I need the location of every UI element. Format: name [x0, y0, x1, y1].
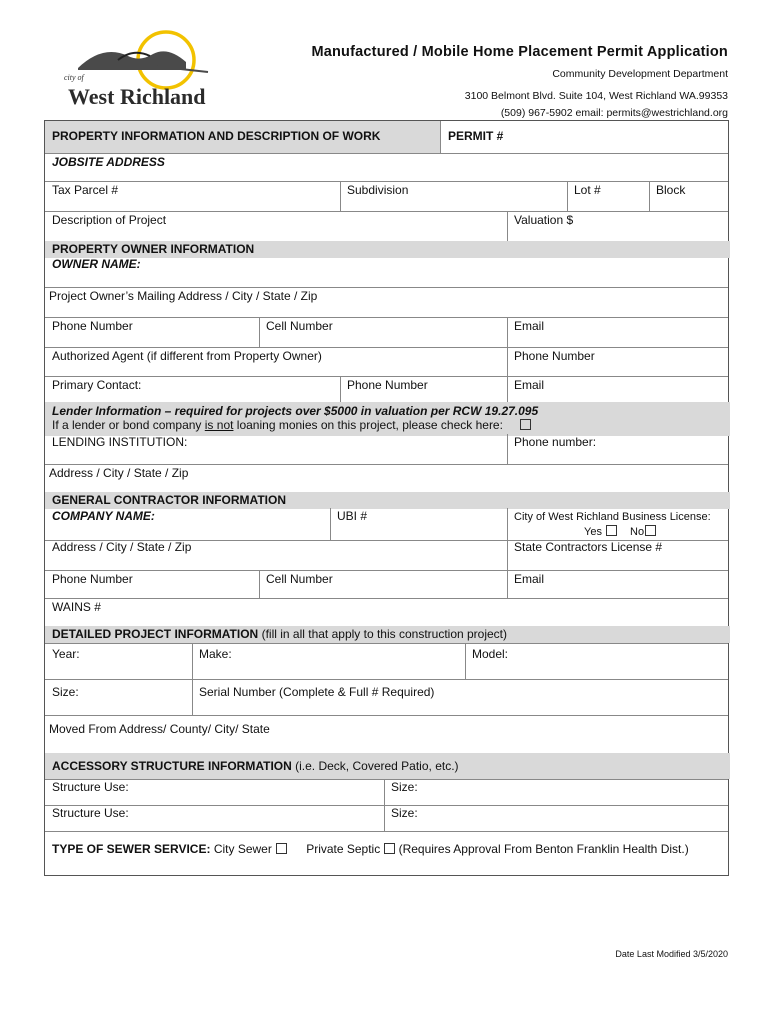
agent-field[interactable]: [45, 347, 507, 376]
lender-phone-label: Phone number:: [514, 435, 597, 449]
serial-number-field[interactable]: [192, 679, 730, 715]
date-last-modified: Date Last Modified 3/5/2020: [615, 949, 728, 959]
owner-phone-label: Phone Number: [52, 319, 133, 333]
sewer-service-label: TYPE OF SEWER SERVICE:: [52, 842, 211, 856]
lender-note-underline: is not: [204, 418, 234, 432]
property-section-title: PROPERTY INFORMATION AND DESCRIPTION OF WORK: [52, 129, 381, 143]
logo-name: West Richland: [68, 84, 206, 109]
description-label: Description of Project: [52, 213, 167, 227]
project-section-note: (fill in all that apply to this construction project): [258, 627, 508, 641]
license-no-label: No: [630, 526, 645, 538]
primary-phone-label: Phone Number: [347, 378, 428, 392]
lot-field[interactable]: [567, 181, 649, 211]
primary-phone-field[interactable]: [340, 376, 507, 402]
office-contact: (509) 967-5902 email: permits@westrichland.org: [500, 107, 728, 119]
permit-number-label: PERMIT #: [448, 129, 504, 143]
lender-note: [52, 418, 531, 432]
contractor-phone-label: Phone Number: [52, 572, 133, 586]
accessory-section-header: [45, 753, 730, 779]
model-label: Model:: [472, 647, 509, 661]
accessory-section-title: ACCESSORY STRUCTURE INFORMATION: [52, 759, 292, 773]
jobsite-address-field[interactable]: [45, 153, 730, 181]
moved-from-label: Moved From Address/ County/ City/ State: [49, 722, 270, 736]
office-address: 3100 Belmont Blvd. Suite 104, West Richland WA.99353: [464, 90, 728, 102]
owner-name-field[interactable]: [45, 257, 730, 287]
ubi-label: UBI #: [337, 509, 368, 523]
business-license-label: City of West Richland Business License:: [514, 511, 711, 523]
lender-note-pre: If a lender or bond company: [52, 418, 205, 432]
west-richland-logo: [58, 26, 218, 110]
model-field[interactable]: [465, 643, 730, 679]
contractor-address-label: Address / City / State / Zip: [52, 540, 192, 554]
private-septic-note: (Requires Approval From Benton Franklin Health Dist.): [395, 842, 689, 856]
year-field[interactable]: [45, 643, 192, 679]
owner-phone-field[interactable]: [45, 317, 259, 347]
project-section-title: DETAILED PROJECT INFORMATION: [52, 627, 259, 641]
agent-phone-field[interactable]: [507, 347, 730, 376]
lender-address-label: Address / City / State / Zip: [49, 466, 189, 480]
contractor-phone-field[interactable]: [45, 570, 259, 598]
structure-size-label-2: Size:: [391, 806, 418, 820]
structure-use-field-1[interactable]: [45, 779, 384, 805]
primary-contact-label: Primary Contact:: [52, 378, 142, 392]
contractor-cell-field[interactable]: [259, 570, 507, 598]
license-no-checkbox[interactable]: [645, 525, 656, 536]
owner-cell-label: Cell Number: [266, 319, 333, 333]
business-license-field: [507, 508, 730, 540]
structure-use-field-2[interactable]: [45, 805, 384, 831]
structure-size-label-1: Size:: [391, 780, 418, 794]
subdivision-label: Subdivision: [347, 183, 409, 197]
subdivision-field[interactable]: [340, 181, 567, 211]
wains-field[interactable]: [45, 598, 730, 626]
lending-institution-label: LENDING INSTITUTION:: [52, 435, 188, 449]
private-septic-checkbox[interactable]: [384, 843, 395, 854]
contractor-cell-label: Cell Number: [266, 572, 333, 586]
description-field[interactable]: [45, 211, 507, 241]
size-field[interactable]: [45, 679, 192, 715]
city-sewer-checkbox[interactable]: [276, 843, 287, 854]
lender-phone-field[interactable]: [507, 434, 730, 464]
license-yes-checkbox[interactable]: [606, 525, 617, 536]
structure-use-label-1: Structure Use:: [52, 780, 129, 794]
owner-section-header: [45, 241, 730, 258]
state-license-field[interactable]: [507, 540, 730, 570]
tax-parcel-field[interactable]: [45, 181, 340, 211]
contractor-address-field[interactable]: [45, 540, 507, 570]
agent-phone-label: Phone Number: [514, 349, 595, 363]
contractor-section-header: [45, 492, 730, 509]
private-septic-label: Private Septic: [306, 842, 381, 856]
owner-mailing-label: Project Owner’s Mailing Address / City / State / Zip: [49, 289, 318, 303]
contractor-email-field[interactable]: [507, 570, 730, 598]
company-name-label: COMPANY NAME:: [52, 509, 155, 523]
structure-use-label-2: Structure Use:: [52, 806, 129, 820]
license-yes-label: Yes: [584, 526, 602, 538]
owner-section-title: PROPERTY OWNER INFORMATION: [52, 242, 255, 256]
owner-email-field[interactable]: [507, 317, 730, 347]
make-field[interactable]: [192, 643, 465, 679]
lender-address-field[interactable]: [45, 464, 730, 492]
owner-cell-field[interactable]: [259, 317, 507, 347]
ubi-field[interactable]: [330, 508, 507, 540]
accessory-section-note: (i.e. Deck, Covered Patio, etc.): [291, 759, 459, 773]
project-section-header: [45, 626, 730, 643]
lending-institution-field[interactable]: [45, 434, 507, 464]
contractor-section-title: GENERAL CONTRACTOR INFORMATION: [52, 493, 286, 507]
jobsite-address-label: JOBSITE ADDRESS: [52, 155, 165, 169]
no-lender-checkbox[interactable]: [520, 419, 531, 430]
structure-size-field-2[interactable]: [384, 805, 730, 831]
valuation-field[interactable]: [507, 211, 730, 241]
owner-email-label: Email: [514, 319, 545, 333]
block-field[interactable]: [649, 181, 730, 211]
company-name-field[interactable]: [45, 508, 330, 540]
primary-email-field[interactable]: [507, 376, 730, 402]
sewer-service-row: [52, 842, 689, 856]
make-label: Make:: [199, 647, 232, 661]
primary-email-label: Email: [514, 378, 545, 392]
serial-number-label: Serial Number (Complete & Full # Required): [199, 685, 435, 699]
primary-contact-field[interactable]: [45, 376, 340, 402]
permit-number-field[interactable]: [441, 121, 730, 153]
logo-city-of: city of: [64, 73, 84, 82]
city-sewer-label: City Sewer: [210, 842, 272, 856]
wains-label: WAINS #: [52, 600, 101, 614]
year-label: Year:: [52, 647, 80, 661]
state-license-label: State Contractors License #: [514, 540, 663, 554]
size-label: Size:: [52, 685, 79, 699]
lot-label: Lot #: [574, 183, 601, 197]
lender-title: Lender Information – required for projects over $5000 in valuation per RCW 19.27.095: [52, 404, 539, 418]
contractor-email-label: Email: [514, 572, 545, 586]
property-section-header: [45, 121, 441, 153]
department-name: Community Development Department: [552, 68, 728, 80]
valuation-label: Valuation $: [514, 213, 574, 227]
moved-from-field[interactable]: [45, 715, 730, 753]
lender-note-post: loaning monies on this project, please check here:: [233, 418, 503, 432]
agent-label: Authorized Agent (if different from Property Owner): [52, 349, 322, 363]
block-label: Block: [656, 183, 686, 197]
form-title: Manufactured / Mobile Home Placement Permit Application: [311, 44, 728, 60]
owner-mailing-field[interactable]: [45, 287, 730, 317]
structure-size-field-1[interactable]: [384, 779, 730, 805]
owner-name-label: OWNER NAME:: [52, 257, 141, 271]
tax-parcel-label: Tax Parcel #: [52, 183, 119, 197]
permit-form: [44, 120, 729, 876]
